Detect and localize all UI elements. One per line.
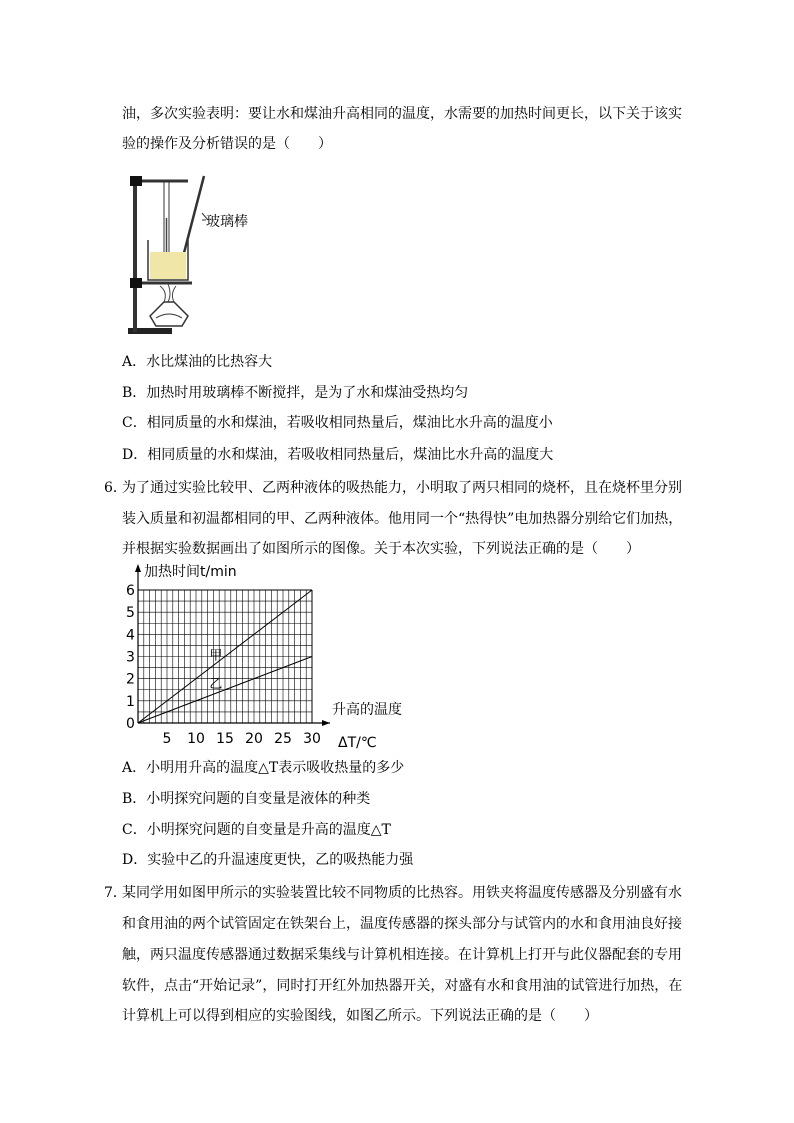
q7-stem-line3: 触，两只温度传感器通过数据采集线与计算机相连接。在计算机上打开与此仪器配套的专用 bbox=[122, 947, 682, 963]
q5-stem-line1: 油，多次实验表明：要让水和煤油升高相同的温度，水需要的加热时间更长，以下关于该实 bbox=[122, 106, 682, 122]
q7-stem-line1: 某同学用如图甲所示的实验装置比较不同物质的比热容。用铁夹将温度传感器及分别盛有水 bbox=[122, 885, 682, 901]
series-label-2: 乙 bbox=[209, 677, 223, 693]
x-axis-arrow bbox=[322, 720, 330, 726]
q5-option-c: C．相同质量的水和煤油，若吸收相同热量后，煤油比水升高的温度小 bbox=[122, 415, 553, 431]
q6-stem-line2: 装入质量和初温都相同的甲、乙两种液体。他用同一个“热得快”电加热器分别给它们加热， bbox=[122, 511, 683, 527]
x-axis-label: 升高的温度 bbox=[332, 702, 402, 718]
top-clamp bbox=[130, 176, 142, 186]
x-tick-label: 20 bbox=[245, 731, 263, 747]
y-tick-label: 0 bbox=[126, 716, 135, 732]
q7-stem-line2: 和食用油的两个试管固定在铁架台上，温度传感器的探头部分与试管内的水和食用油良好接 bbox=[122, 916, 682, 932]
q5-stem-line2: 验的操作及分析错误的是（ ） bbox=[122, 136, 332, 152]
y-axis-label: 加热时间t/min bbox=[144, 564, 237, 580]
y-tick-label: 6 bbox=[126, 583, 135, 599]
q6-graph bbox=[110, 562, 430, 754]
q6-option-b: B．小明探究问题的自变量是液体的种类 bbox=[122, 791, 371, 807]
q7-stem-line4: 软件，点击“开始记录”，同时打开红外加热器开关，对盛有水和食用油的试管进行加热，在 bbox=[122, 978, 683, 994]
q5-option-d: D．相同质量的水和煤油，若吸收相同热量后，煤油比水升高的温度大 bbox=[122, 447, 554, 463]
x-tick-label: 15 bbox=[216, 731, 234, 747]
x-tick-labels bbox=[163, 731, 321, 747]
stand-pole bbox=[133, 176, 137, 332]
x-tick-label: 25 bbox=[274, 731, 292, 747]
x-axis-unit: ΔT/℃ bbox=[338, 735, 377, 751]
y-tick-labels bbox=[126, 583, 135, 732]
y-tick-label: 5 bbox=[126, 605, 135, 622]
q6-option-c: C．小明探究问题的自变量是升高的温度△T bbox=[122, 822, 391, 838]
flame bbox=[160, 284, 176, 302]
y-tick-label: 1 bbox=[126, 693, 135, 710]
q5-option-a: A．水比煤油的比热容大 bbox=[122, 354, 273, 370]
ring-clamp bbox=[130, 278, 142, 288]
glass-rod-label: 玻璃棒 bbox=[206, 214, 248, 230]
y-tick-label: 3 bbox=[126, 649, 135, 666]
x-tick-label: 30 bbox=[303, 731, 321, 747]
q5-option-b: B．加热时用玻璃棒不断搅拌，是为了水和煤油受热均匀 bbox=[122, 385, 469, 401]
q6-stem-line3: 并根据实验数据画出了如图所示的图像。关于本次实验，下列说法正确的是（ ） bbox=[122, 541, 640, 557]
q7-stem-line5: 计算机上可以得到相应的实验图线，如图乙所示。下列说法正确的是（ ） bbox=[122, 1008, 598, 1024]
y-tick-label: 2 bbox=[126, 671, 135, 688]
x-tick-label: 10 bbox=[187, 731, 205, 747]
q5-apparatus-figure bbox=[120, 168, 270, 340]
q6-number: 6． bbox=[104, 480, 127, 496]
q7-number: 7． bbox=[104, 885, 127, 901]
q6-option-d: D．实验中乙的升温速度更快，乙的吸热能力强 bbox=[122, 852, 414, 868]
q6-stem-line1: 为了通过实验比较甲、乙两种液体的吸热能力，小明取了两只相同的烧杯，且在烧杯里分别 bbox=[122, 480, 682, 496]
chart-axes bbox=[135, 564, 330, 726]
series-label-1: 甲 bbox=[209, 648, 223, 664]
y-axis-arrow bbox=[135, 564, 141, 572]
y-tick-label: 4 bbox=[126, 627, 135, 644]
x-tick-label: 5 bbox=[162, 731, 172, 747]
q6-option-a: A．小明用升高的温度△T表示吸收热量的多少 bbox=[122, 760, 405, 776]
